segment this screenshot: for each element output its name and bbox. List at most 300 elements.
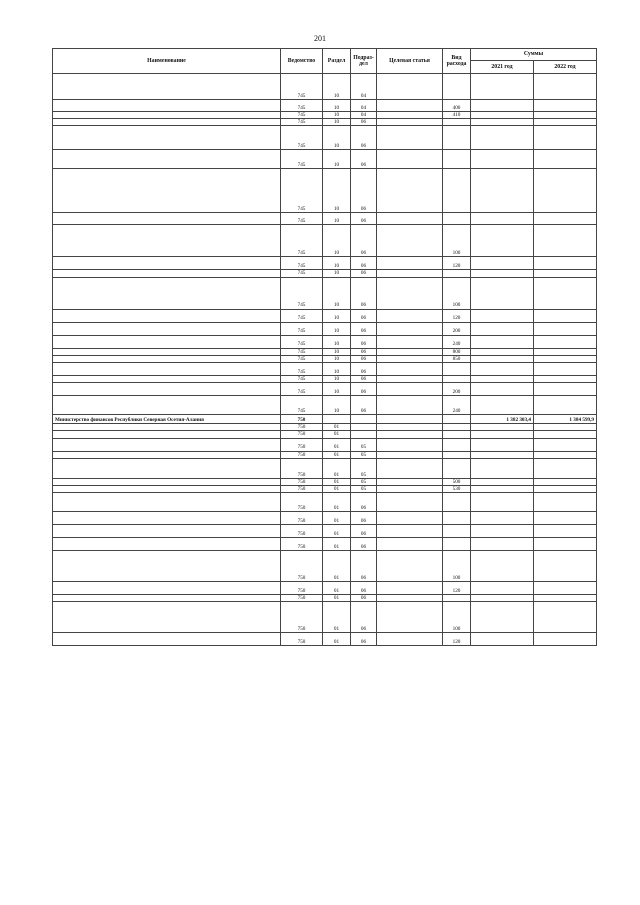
row-section: 01 <box>323 424 351 431</box>
row-admin: 750 <box>281 602 323 633</box>
row-target <box>377 309 443 322</box>
row-sum-2022 <box>534 225 597 257</box>
row-sum-2021 <box>471 376 534 383</box>
row-subsection: 06 <box>351 538 377 551</box>
row-target <box>377 126 443 150</box>
row-admin: 745 <box>281 270 323 277</box>
row-subsection: 04 <box>351 100 377 112</box>
row-target <box>377 602 443 633</box>
row-sum-2021 <box>471 257 534 270</box>
row-sum-2022 <box>534 478 597 485</box>
row-expense-type: 120 <box>443 309 471 322</box>
row-name <box>53 512 281 525</box>
table-row <box>53 396 597 415</box>
row-admin: 745 <box>281 355 323 362</box>
row-target <box>377 112 443 119</box>
row-sum-2021 <box>471 525 534 538</box>
row-name <box>53 458 281 478</box>
row-name <box>53 451 281 458</box>
header-sums: Суммы <box>471 49 597 61</box>
row-admin: 745 <box>281 112 323 119</box>
row-sum-2021 <box>471 458 534 478</box>
row-admin: 745 <box>281 225 323 257</box>
row-subsection: 06 <box>351 335 377 348</box>
row-sum-2021 <box>471 438 534 451</box>
row-sum-2021 <box>471 424 534 431</box>
row-expense-type: 240 <box>443 396 471 415</box>
row-expense-type <box>443 438 471 451</box>
row-admin: 745 <box>281 100 323 112</box>
row-target <box>377 415 443 424</box>
row-target <box>377 438 443 451</box>
table-row <box>53 213 597 225</box>
row-expense-type <box>443 363 471 376</box>
row-subsection: 05 <box>351 478 377 485</box>
row-expense-type: 850 <box>443 355 471 362</box>
row-sum-2022 <box>534 458 597 478</box>
row-target <box>377 257 443 270</box>
table-row <box>53 257 597 270</box>
row-sum-2022 <box>534 257 597 270</box>
row-name <box>53 213 281 225</box>
row-name <box>53 438 281 451</box>
row-admin: 745 <box>281 150 323 169</box>
row-section: 10 <box>323 213 351 225</box>
row-expense-type <box>443 458 471 478</box>
table-row <box>53 424 597 431</box>
row-sum-2022 <box>534 512 597 525</box>
row-expense-type <box>443 451 471 458</box>
row-admin: 745 <box>281 213 323 225</box>
table-row <box>53 451 597 458</box>
row-target <box>377 551 443 582</box>
row-section <box>323 415 351 424</box>
row-subsection: 06 <box>351 512 377 525</box>
row-name <box>53 525 281 538</box>
row-expense-type: 400 <box>443 100 471 112</box>
table-row <box>53 595 597 602</box>
row-target <box>377 277 443 309</box>
row-subsection: 06 <box>351 582 377 595</box>
row-admin: 745 <box>281 335 323 348</box>
table-header <box>53 49 597 74</box>
table-body <box>53 74 597 646</box>
table-row <box>53 348 597 355</box>
row-admin: 745 <box>281 322 323 335</box>
row-admin: 745 <box>281 376 323 383</box>
row-subsection: 06 <box>351 363 377 376</box>
row-target <box>377 335 443 348</box>
row-name <box>53 225 281 257</box>
row-admin: 750 <box>281 595 323 602</box>
row-section: 10 <box>323 376 351 383</box>
row-subsection: 05 <box>351 438 377 451</box>
row-target <box>377 363 443 376</box>
row-admin: 750 <box>281 512 323 525</box>
row-sum-2022 <box>534 169 597 213</box>
row-target <box>377 150 443 169</box>
row-section: 01 <box>323 582 351 595</box>
table-row <box>53 525 597 538</box>
row-subsection: 06 <box>351 525 377 538</box>
row-name <box>53 595 281 602</box>
row-target <box>377 376 443 383</box>
row-subsection: 06 <box>351 602 377 633</box>
row-sum-2021 <box>471 478 534 485</box>
row-target <box>377 100 443 112</box>
row-sum-2022 <box>534 493 597 512</box>
row-admin: 750 <box>281 525 323 538</box>
row-sum-2022 <box>534 595 597 602</box>
row-sum-2021 <box>471 431 534 438</box>
row-subsection: 06 <box>351 150 377 169</box>
row-name <box>53 396 281 415</box>
row-subsection: 06 <box>351 322 377 335</box>
row-section: 10 <box>323 126 351 150</box>
row-section: 01 <box>323 525 351 538</box>
row-expense-type: 410 <box>443 112 471 119</box>
row-section: 10 <box>323 270 351 277</box>
row-name <box>53 309 281 322</box>
header-admin: Ведомство <box>281 49 323 74</box>
table-row <box>53 478 597 485</box>
row-sum-2021 <box>471 451 534 458</box>
budget-table <box>52 48 597 646</box>
row-subsection <box>351 415 377 424</box>
row-admin: 750 <box>281 438 323 451</box>
table-row <box>53 582 597 595</box>
header-subsection: Подраз-дел <box>351 49 377 74</box>
row-target <box>377 270 443 277</box>
row-name <box>53 424 281 431</box>
row-expense-type <box>443 493 471 512</box>
row-section: 10 <box>323 257 351 270</box>
row-sum-2022 <box>534 112 597 119</box>
row-target <box>377 424 443 431</box>
row-name <box>53 348 281 355</box>
row-sum-2022 <box>534 396 597 415</box>
row-sum-2021 <box>471 486 534 493</box>
row-sum-2022 <box>534 277 597 309</box>
table-row <box>53 100 597 112</box>
row-sum-2021 <box>471 493 534 512</box>
row-admin: 745 <box>281 348 323 355</box>
row-sum-2021 <box>471 335 534 348</box>
table-row <box>53 225 597 257</box>
page-number: 201 <box>314 34 326 43</box>
row-sum-2021 <box>471 551 534 582</box>
row-sum-2021 <box>471 602 534 633</box>
row-name <box>53 431 281 438</box>
row-admin: 750 <box>281 478 323 485</box>
row-admin: 750 <box>281 451 323 458</box>
row-subsection: 05 <box>351 451 377 458</box>
row-sum-2021 <box>471 595 534 602</box>
row-expense-type: 120 <box>443 582 471 595</box>
row-sum-2021 <box>471 396 534 415</box>
row-expense-type: 200 <box>443 322 471 335</box>
row-name <box>53 538 281 551</box>
row-subsection: 06 <box>351 376 377 383</box>
row-expense-type <box>443 431 471 438</box>
row-name <box>53 383 281 396</box>
row-expense-type <box>443 512 471 525</box>
row-section: 01 <box>323 431 351 438</box>
table-row <box>53 486 597 493</box>
row-sum-2022 <box>534 525 597 538</box>
row-target <box>377 322 443 335</box>
row-expense-type <box>443 415 471 424</box>
row-section: 10 <box>323 335 351 348</box>
row-expense-type <box>443 595 471 602</box>
row-subsection: 06 <box>351 257 377 270</box>
row-sum-2021 <box>471 322 534 335</box>
row-subsection: 06 <box>351 270 377 277</box>
row-sum-2021 <box>471 100 534 112</box>
row-admin: 750 <box>281 486 323 493</box>
row-admin: 745 <box>281 277 323 309</box>
table-row <box>53 309 597 322</box>
table-row <box>53 277 597 309</box>
row-admin: 745 <box>281 396 323 415</box>
table-row <box>53 551 597 582</box>
table-row <box>53 512 597 525</box>
row-target <box>377 633 443 646</box>
row-subsection: 05 <box>351 486 377 493</box>
row-subsection: 06 <box>351 383 377 396</box>
row-sum-2021 <box>471 225 534 257</box>
row-subsection: 06 <box>351 348 377 355</box>
row-sum-2021 <box>471 119 534 126</box>
row-sum-2021 <box>471 538 534 551</box>
row-target <box>377 213 443 225</box>
row-subsection: 06 <box>351 309 377 322</box>
row-sum-2022 <box>534 424 597 431</box>
row-section: 10 <box>323 383 351 396</box>
row-expense-type: 100 <box>443 277 471 309</box>
row-subsection: 06 <box>351 595 377 602</box>
table-row <box>53 415 597 424</box>
row-expense-type <box>443 119 471 126</box>
table-row <box>53 112 597 119</box>
row-sum-2021 <box>471 126 534 150</box>
row-name <box>53 376 281 383</box>
row-expense-type <box>443 74 471 100</box>
table-row <box>53 335 597 348</box>
row-name <box>53 277 281 309</box>
header-section: Раздел <box>323 49 351 74</box>
row-expense-type: 200 <box>443 383 471 396</box>
header-expense-type: Вид расхода <box>443 49 471 74</box>
row-section: 10 <box>323 150 351 169</box>
row-section: 01 <box>323 478 351 485</box>
row-expense-type <box>443 150 471 169</box>
row-expense-type <box>443 213 471 225</box>
row-subsection <box>351 424 377 431</box>
row-section: 10 <box>323 225 351 257</box>
row-target <box>377 431 443 438</box>
row-sum-2022 <box>534 74 597 100</box>
row-section: 10 <box>323 169 351 213</box>
table-row <box>53 602 597 633</box>
row-subsection: 06 <box>351 169 377 213</box>
row-sum-2021 <box>471 348 534 355</box>
table-row <box>53 538 597 551</box>
row-sum-2021 <box>471 277 534 309</box>
row-name <box>53 74 281 100</box>
row-section: 01 <box>323 538 351 551</box>
row-section: 01 <box>323 493 351 512</box>
row-section: 01 <box>323 458 351 478</box>
row-name <box>53 486 281 493</box>
row-name <box>53 169 281 213</box>
row-admin: 750 <box>281 458 323 478</box>
header-year2: 2022 год <box>534 61 597 74</box>
row-name <box>53 112 281 119</box>
row-sum-2022 <box>534 270 597 277</box>
row-name <box>53 602 281 633</box>
row-name <box>53 119 281 126</box>
row-subsection: 06 <box>351 119 377 126</box>
row-name <box>53 633 281 646</box>
row-target <box>377 458 443 478</box>
table-row <box>53 376 597 383</box>
row-expense-type: 500 <box>443 478 471 485</box>
row-sum-2021 <box>471 213 534 225</box>
table-row <box>53 438 597 451</box>
row-admin: 750 <box>281 493 323 512</box>
row-target <box>377 119 443 126</box>
row-name <box>53 582 281 595</box>
row-sum-2022 <box>534 383 597 396</box>
row-sum-2021 <box>471 270 534 277</box>
table-row <box>53 74 597 100</box>
row-section: 10 <box>323 277 351 309</box>
row-section: 10 <box>323 74 351 100</box>
header-name: Наименование <box>53 49 281 74</box>
row-section: 10 <box>323 119 351 126</box>
row-name <box>53 150 281 169</box>
row-expense-type: 240 <box>443 335 471 348</box>
header-target: Целевая статья <box>377 49 443 74</box>
row-section: 10 <box>323 322 351 335</box>
row-target <box>377 169 443 213</box>
row-section: 01 <box>323 486 351 493</box>
row-target <box>377 525 443 538</box>
row-admin: 750 <box>281 551 323 582</box>
row-sum-2021 <box>471 169 534 213</box>
row-sum-2022 <box>534 348 597 355</box>
row-sum-2022 <box>534 335 597 348</box>
row-admin: 745 <box>281 126 323 150</box>
row-target <box>377 225 443 257</box>
row-expense-type: 100 <box>443 551 471 582</box>
row-subsection: 06 <box>351 633 377 646</box>
row-expense-type <box>443 538 471 551</box>
row-admin: 745 <box>281 119 323 126</box>
table-row <box>53 169 597 213</box>
row-sum-2022 <box>534 363 597 376</box>
row-target <box>377 348 443 355</box>
row-subsection: 06 <box>351 213 377 225</box>
row-expense-type: 100 <box>443 602 471 633</box>
row-subsection: 06 <box>351 396 377 415</box>
table-row <box>53 633 597 646</box>
row-section: 01 <box>323 438 351 451</box>
row-expense-type <box>443 424 471 431</box>
row-section: 10 <box>323 309 351 322</box>
row-target <box>377 512 443 525</box>
row-sum-2022 <box>534 119 597 126</box>
row-sum-2021 <box>471 383 534 396</box>
row-sum-2022 <box>534 602 597 633</box>
row-subsection: 06 <box>351 355 377 362</box>
row-section: 10 <box>323 355 351 362</box>
row-sum-2022 <box>534 633 597 646</box>
table-row <box>53 431 597 438</box>
row-section: 01 <box>323 512 351 525</box>
row-name: Министерство финансов Республики Северная Осетия-Алания <box>53 415 281 424</box>
row-sum-2022: 1 384 599,9 <box>534 415 597 424</box>
row-subsection: 04 <box>351 112 377 119</box>
row-target <box>377 493 443 512</box>
row-name <box>53 551 281 582</box>
table-row <box>53 126 597 150</box>
row-sum-2022 <box>534 213 597 225</box>
row-target <box>377 486 443 493</box>
row-admin: 750 <box>281 424 323 431</box>
row-expense-type <box>443 376 471 383</box>
row-admin: 745 <box>281 383 323 396</box>
row-sum-2021 <box>471 355 534 362</box>
row-admin: 750 <box>281 582 323 595</box>
row-section: 01 <box>323 602 351 633</box>
table-row <box>53 458 597 478</box>
row-section: 10 <box>323 363 351 376</box>
row-sum-2021 <box>471 74 534 100</box>
row-sum-2022 <box>534 438 597 451</box>
row-sum-2022 <box>534 486 597 493</box>
table-row <box>53 355 597 362</box>
row-target <box>377 74 443 100</box>
row-name <box>53 257 281 270</box>
row-admin: 750 <box>281 633 323 646</box>
header-year1: 2021 год <box>471 61 534 74</box>
row-target <box>377 538 443 551</box>
row-name <box>53 355 281 362</box>
row-target <box>377 383 443 396</box>
row-name <box>53 100 281 112</box>
row-sum-2021 <box>471 363 534 376</box>
row-expense-type: 530 <box>443 486 471 493</box>
table-row <box>53 363 597 376</box>
row-sum-2022 <box>534 150 597 169</box>
row-admin: 745 <box>281 169 323 213</box>
row-sum-2021 <box>471 112 534 119</box>
row-sum-2022 <box>534 538 597 551</box>
row-sum-2022 <box>534 322 597 335</box>
row-name <box>53 270 281 277</box>
row-target <box>377 396 443 415</box>
table-row <box>53 119 597 126</box>
row-sum-2021 <box>471 633 534 646</box>
row-sum-2021 <box>471 582 534 595</box>
row-target <box>377 582 443 595</box>
row-target <box>377 478 443 485</box>
row-sum-2022 <box>534 100 597 112</box>
row-admin: 750 <box>281 431 323 438</box>
row-subsection: 06 <box>351 277 377 309</box>
